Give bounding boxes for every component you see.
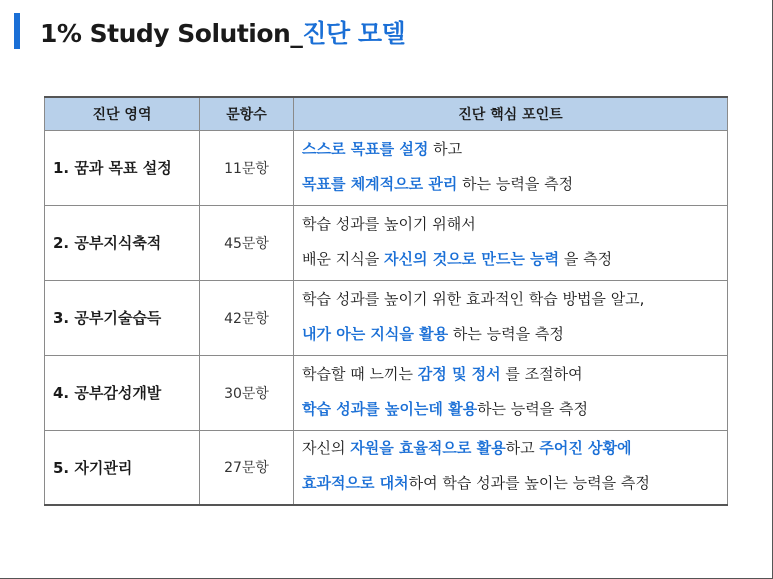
key-point-line xyxy=(302,393,727,428)
key-point-line xyxy=(302,318,727,353)
key-point-line xyxy=(302,133,727,168)
plain-text: 하고 xyxy=(505,439,540,458)
table-row xyxy=(45,205,728,280)
column-header-count: 문항수 xyxy=(200,97,294,130)
diagnosis-area: 4. 공부감성개발 xyxy=(45,355,200,430)
table-row xyxy=(45,280,728,355)
highlighted-text: 주어진 상황에 xyxy=(539,439,632,458)
highlighted-text: 자원을 효율적으로 활용 xyxy=(350,439,506,458)
plain-text: 하고 xyxy=(428,139,463,158)
column-header-point: 진단 핵심 포인트 xyxy=(294,97,728,130)
plain-text: 를 조절하여 xyxy=(500,364,583,383)
plain-text: 학습 성과를 높이기 위해서 xyxy=(302,214,476,233)
highlighted-text: 내가 아는 지식을 활용 xyxy=(302,324,449,343)
plain-text: 하는 능력을 측정 xyxy=(448,324,564,343)
page-title xyxy=(40,14,405,50)
diagnosis-area: 1. 꿈과 목표 설정 xyxy=(45,130,200,205)
table-row xyxy=(45,355,728,430)
plain-text: 배운 지식을 xyxy=(302,249,384,268)
highlighted-text: 목표를 체계적으로 관리 xyxy=(302,174,458,193)
highlighted-text: 감정 및 정서 xyxy=(417,364,501,383)
key-point xyxy=(294,130,728,205)
title-main: 1% Study Solution_ xyxy=(40,19,303,48)
table-row xyxy=(45,130,728,205)
plain-text: 하는 능력을 측정 xyxy=(477,399,589,418)
diagnosis-area: 2. 공부지식축적 xyxy=(45,205,200,280)
key-point-line xyxy=(302,432,727,467)
key-point-line xyxy=(302,283,727,318)
title-accent-bar xyxy=(14,13,20,49)
key-point-line xyxy=(302,467,727,502)
plain-text: 학습할 때 느끼는 xyxy=(302,364,418,383)
title-accent: 진단 모델 xyxy=(302,19,406,48)
question-count: 30문항 xyxy=(200,355,294,430)
highlighted-text: 학습 성과를 높이는데 활용 xyxy=(302,399,478,418)
highlighted-text: 자신의 것으로 만드는 능력 xyxy=(384,249,560,268)
table-row xyxy=(45,430,728,505)
question-count: 27문항 xyxy=(200,430,294,505)
plain-text: 하여 학습 성과를 높이는 능력을 측정 xyxy=(408,474,650,493)
column-header-area: 진단 영역 xyxy=(45,97,200,130)
question-count: 11문항 xyxy=(200,130,294,205)
key-point-line xyxy=(302,168,727,203)
key-point xyxy=(294,205,728,280)
key-point xyxy=(294,430,728,505)
question-count: 42문항 xyxy=(200,280,294,355)
question-count: 45문항 xyxy=(200,205,294,280)
plain-text: 학습 성과를 높이기 위한 효과적인 학습 방법을 알고, xyxy=(302,289,645,308)
key-point-line xyxy=(302,208,727,243)
plain-text: 을 측정 xyxy=(559,249,613,268)
diagnosis-area: 5. 자기관리 xyxy=(45,430,200,505)
plain-text: 하는 능력을 측정 xyxy=(457,174,574,193)
key-point xyxy=(294,355,728,430)
table-header-row xyxy=(45,97,728,130)
key-point-line xyxy=(302,243,727,278)
diagnosis-area: 3. 공부기술습득 xyxy=(45,280,200,355)
highlighted-text: 스스로 목표를 설정 xyxy=(302,139,429,158)
key-point xyxy=(294,280,728,355)
key-point-line xyxy=(302,358,727,393)
diagnosis-table xyxy=(44,96,728,506)
plain-text: 자신의 xyxy=(302,439,351,458)
highlighted-text: 효과적으로 대처 xyxy=(302,474,409,493)
